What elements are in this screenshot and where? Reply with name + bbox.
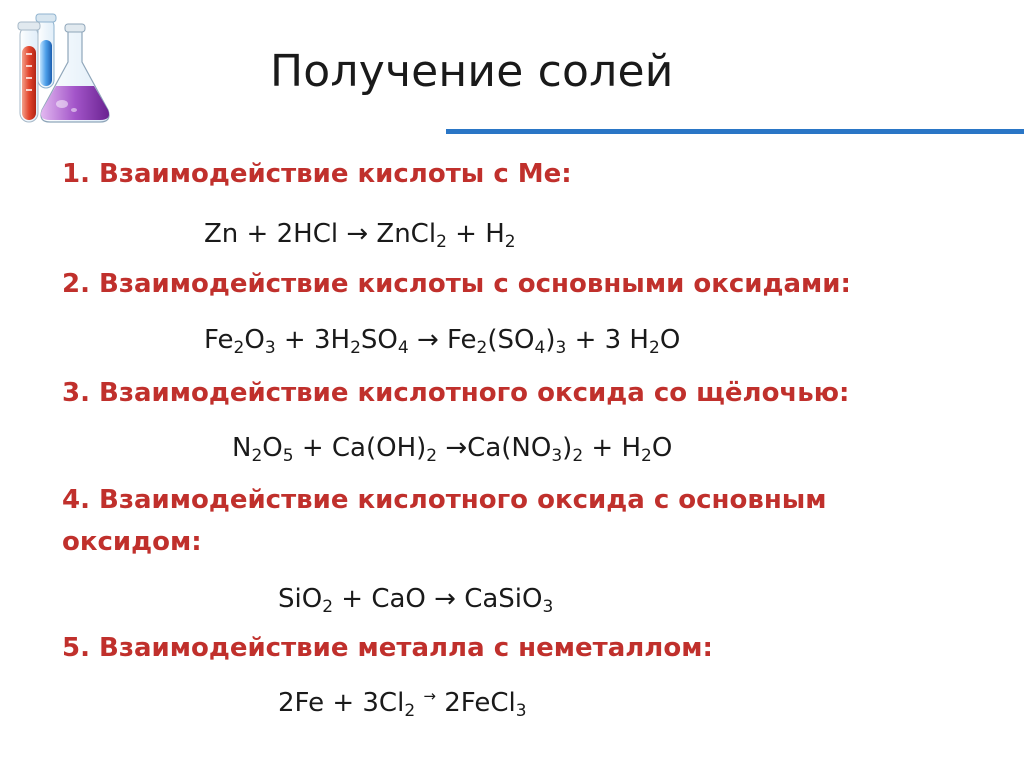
title-underline xyxy=(446,129,1024,134)
slide-title: Получение солей xyxy=(270,46,674,97)
section-heading-2: 2. Взаимодействие кислоты с основными оксидами: xyxy=(62,269,851,299)
section-heading-4: 4. Взаимодействие кислотного оксида с основным оксидом: xyxy=(62,485,827,557)
section-heading-1: 1. Взаимодействие кислоты с Ме: xyxy=(62,159,572,189)
equation-2: $Fe_2O_3 + 3H_2SO_4 \to Fe_2(SO_4)_3 + 3$ $H_2O$ xyxy=(204,325,681,358)
equation-4: SiO$_2$ + CaO → CaSiO$_3$ xyxy=(278,584,554,617)
section-heading-5: 5. Взаимодействие металла с неметаллом: xyxy=(62,633,713,663)
section-heading-3: 3. Взаимодействие кислотного оксида со щёлочью: xyxy=(62,378,850,408)
chemistry-glassware-icon xyxy=(12,10,116,130)
equation-1: Zn + 2HCl → ZnCl$_2$ + $H_2$ xyxy=(204,219,516,252)
equation-3: $N_2O_5 + Ca(OH)_2 \to Ca(NO_3)_2 + H_2O$ xyxy=(232,433,673,466)
equation-5: $2Fe + 3Cl_2$ → 2FeCl$_3$ xyxy=(278,687,527,721)
